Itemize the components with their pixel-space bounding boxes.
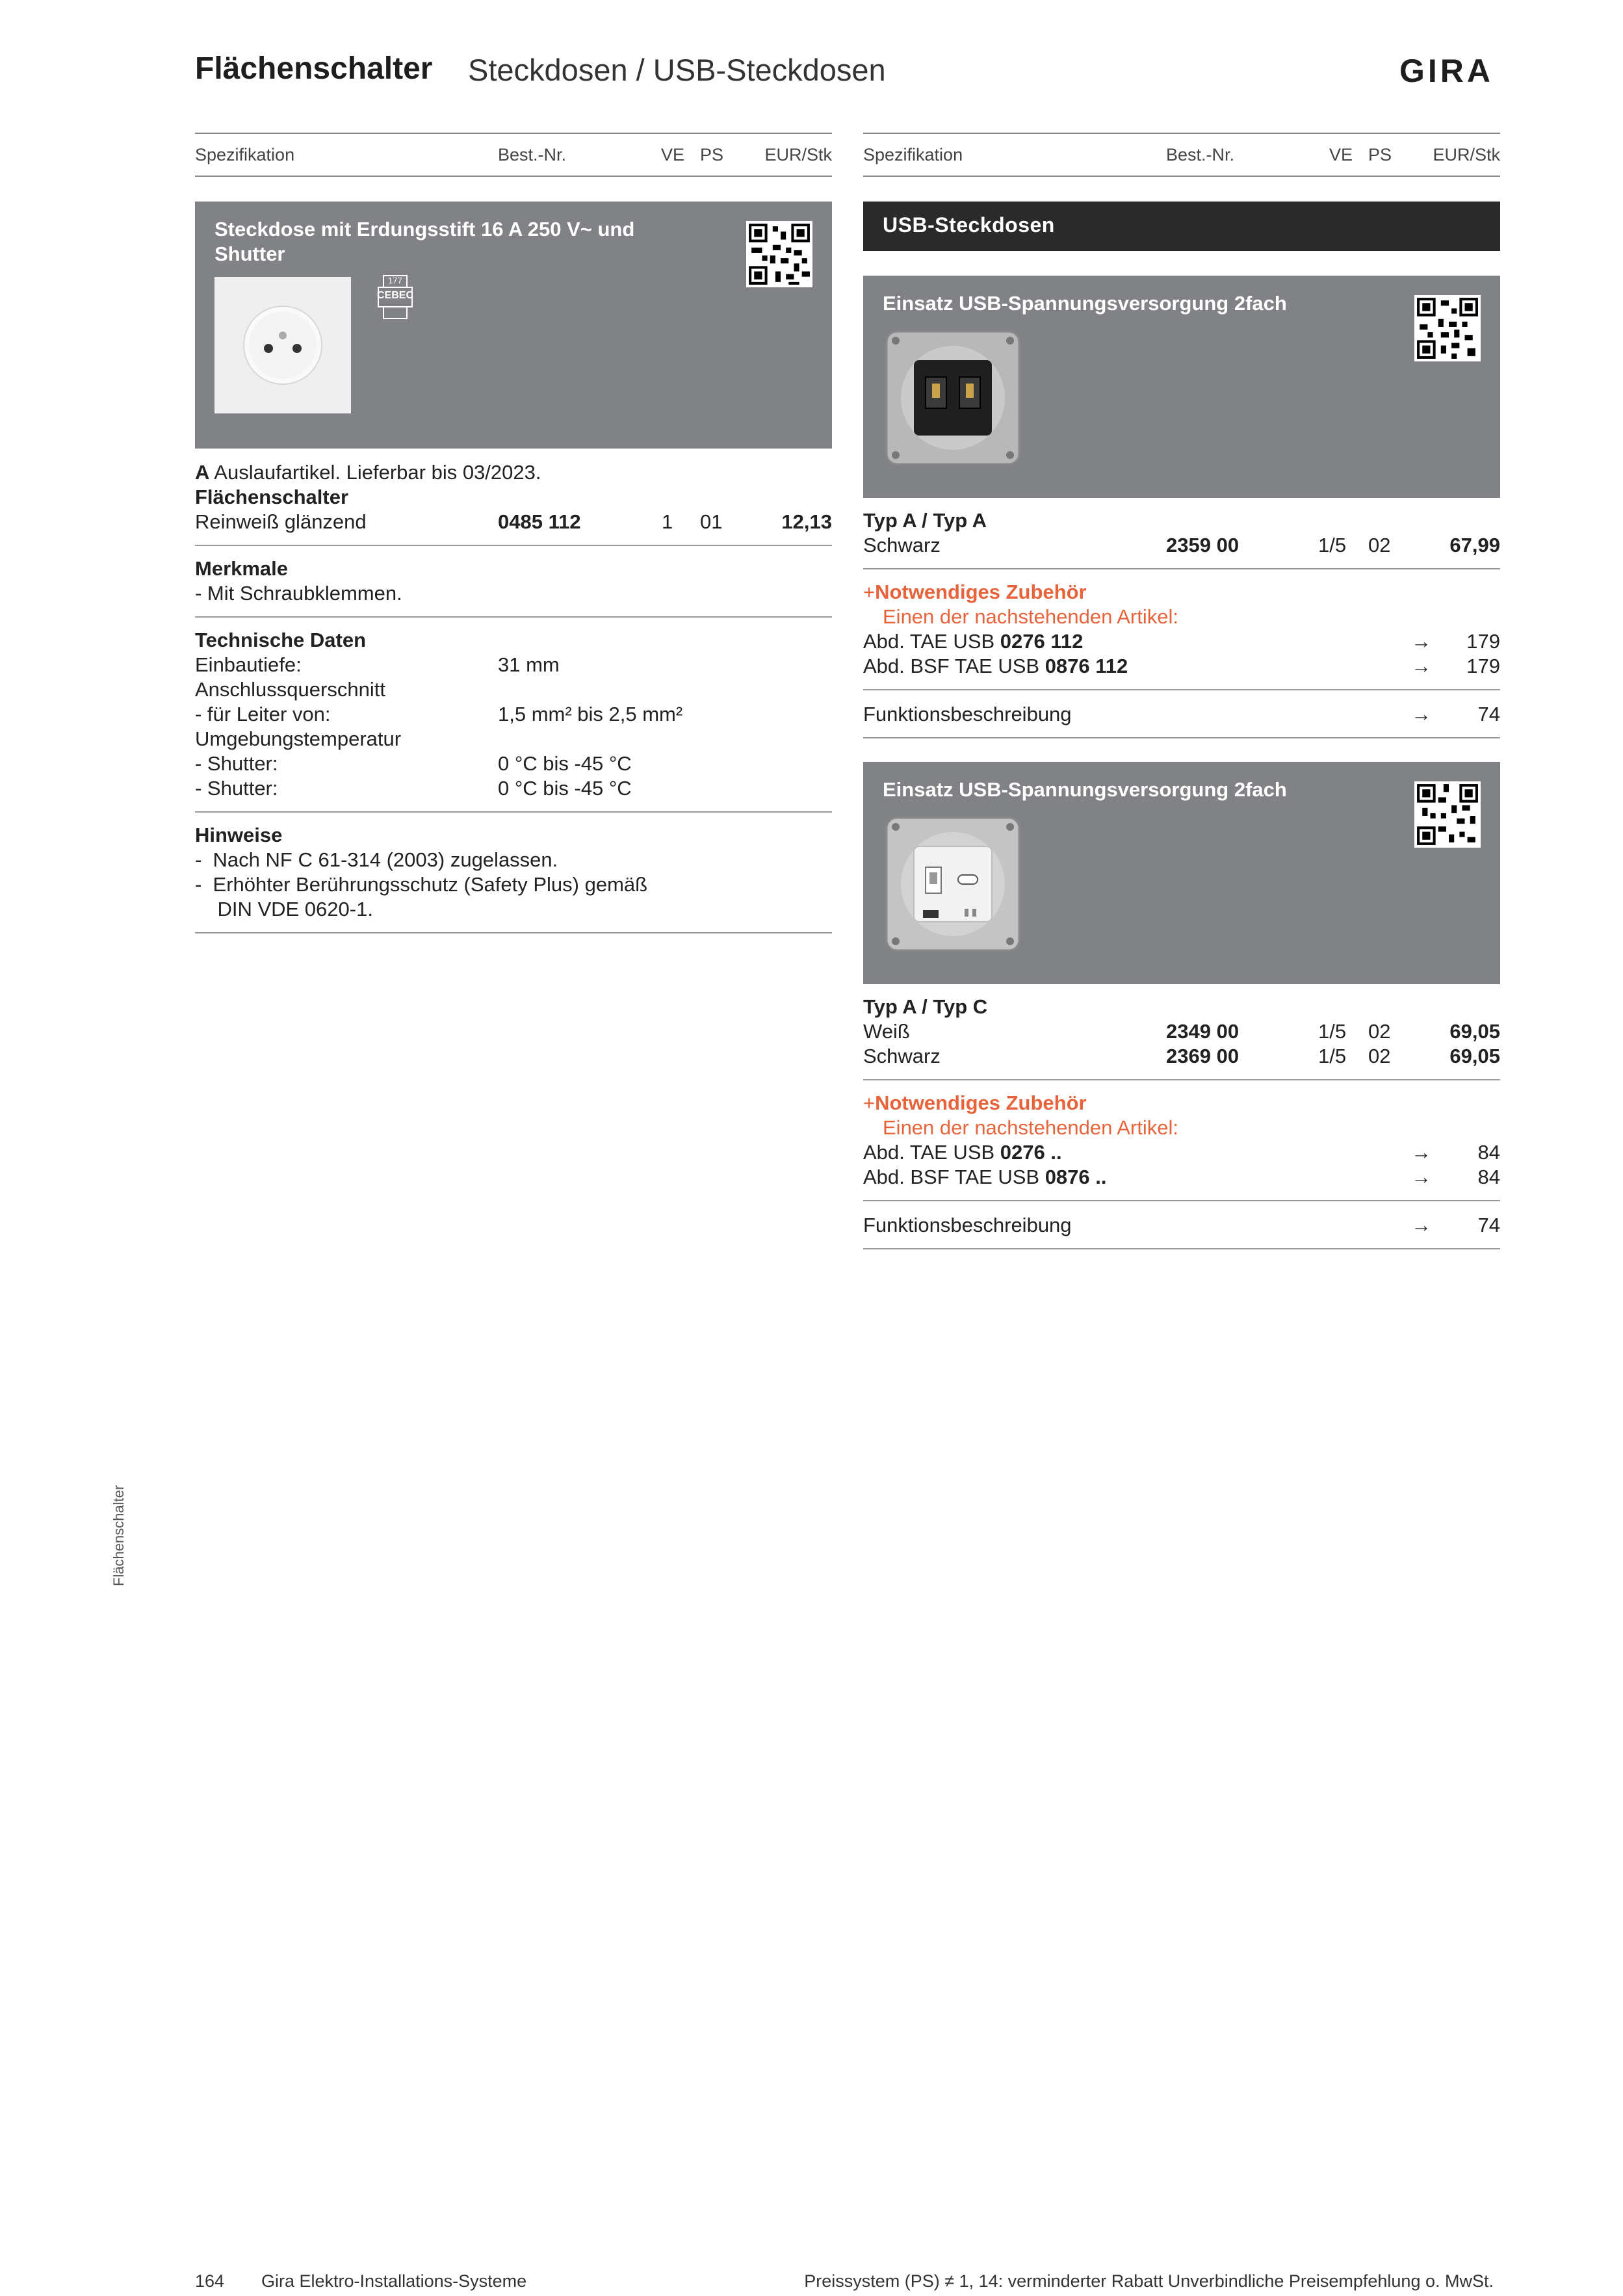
notice-row: [195, 460, 832, 485]
page-number: 164: [195, 2271, 225, 2291]
item-ps: 02: [1368, 534, 1391, 556]
tech-row: Umgebungstemperatur: [195, 727, 402, 750]
accessory-row[interactable]: Abd. TAE USB 0276 112 → 179: [863, 630, 1500, 653]
product1-list: [863, 508, 1500, 558]
col-ve: VE: [661, 145, 685, 164]
arrow-right-icon: →: [1411, 1166, 1431, 1188]
item-ve: 1/5: [1318, 1020, 1347, 1043]
side-section-label: Flächenschalter: [110, 1485, 127, 1586]
item-ve: 1: [662, 510, 673, 533]
hinweis-item: - Erhöhter Berührungsschutz (Safety Plus) gemäß: [195, 873, 648, 896]
usb-aa-insert-image: [881, 326, 1024, 469]
item-name: Reinweiß glänzend: [195, 510, 367, 533]
section-title: USB-Steckdosen: [883, 213, 1055, 237]
accessory-subtitle: Einen der nachstehenden Artikel:: [883, 1116, 1178, 1139]
usb-ac-insert-image: [881, 813, 1024, 956]
page-ref: 179: [1466, 630, 1500, 653]
item-price: 67,99: [1449, 534, 1500, 556]
function-label: Funktionsbeschreibung: [863, 1214, 1072, 1236]
accessory-row[interactable]: Abd. BSF TAE USB 0876 112 → 179: [863, 655, 1500, 677]
page-title: Flächenschalter: [195, 51, 433, 86]
qr-code-icon: [1414, 781, 1481, 848]
item-nr: 2369 00: [1166, 1045, 1240, 1067]
hinweis-item: DIN VDE 0620-1.: [195, 898, 373, 920]
item-name: Schwarz: [863, 534, 941, 556]
product-type: Typ A / Typ C: [863, 995, 988, 1018]
item-row: [195, 510, 832, 534]
column-header: [863, 133, 1500, 177]
notice-block: [195, 460, 832, 534]
group-label: Flächenschalter: [195, 486, 349, 508]
product-title: Steckdose mit Erdungsstift 16 A 250 V~ und Shutter: [214, 218, 635, 265]
col-eur: EUR/Stk: [764, 145, 832, 164]
qr-code-icon: [746, 221, 812, 287]
col-eur: EUR/Stk: [1433, 145, 1500, 164]
item-ps: 02: [1368, 1045, 1391, 1067]
product-title: Einsatz USB-Spannungsversorgung 2fach: [883, 778, 1287, 801]
function-description[interactable]: [863, 689, 1500, 738]
page-ref: 74: [1477, 703, 1500, 725]
col-ps: PS: [1368, 145, 1392, 164]
page-ref: 84: [1477, 1166, 1500, 1188]
tech-row: - für Leiter von: 1,5 mm² bis 2,5 mm²: [195, 703, 683, 725]
left-column: [195, 133, 832, 933]
col-spec: Spezifikation: [195, 145, 295, 164]
page-header: [195, 51, 1494, 96]
tech-row: - Shutter: 0 °C bis -45 °C: [195, 752, 632, 775]
col-spec: Spezifikation: [863, 145, 963, 164]
page-ref: 74: [1477, 1214, 1500, 1236]
publication-name: Gira Elektro-Installations-Systeme: [261, 2271, 527, 2291]
col-ps: PS: [700, 145, 724, 164]
item-price: 69,05: [1449, 1045, 1500, 1067]
hinweis-item: - Nach NF C 61-314 (2003) zugelassen.: [195, 848, 558, 871]
right-column: [863, 133, 1500, 1249]
merkmale-section: [195, 545, 832, 606]
tech-section: [195, 616, 832, 801]
price-note: Preissystem (PS) ≠ 1, 14: verminderter Rabatt Unverbindliche Preisempfehlung o. MwSt.: [804, 2271, 1494, 2291]
page-subtitle: Steckdosen / USB-Steckdosen: [468, 53, 886, 87]
hinweise-title: Hinweise: [195, 824, 283, 846]
accessory-subtitle: Einen der nachstehenden Artikel:: [883, 605, 1178, 628]
accessory-row[interactable]: Abd. BSF TAE USB 0876 .. → 84: [863, 1166, 1500, 1188]
cebec-number: 177: [388, 276, 402, 285]
merkmale-title: Merkmale: [195, 557, 289, 580]
tech-row: - Shutter: 0 °C bis -45 °C: [195, 777, 632, 800]
item-ps: 02: [1368, 1020, 1391, 1043]
cebec-label: CEBEC: [377, 290, 414, 301]
item-ve: 1/5: [1318, 534, 1347, 556]
plus-icon: +: [863, 1091, 876, 1114]
arrow-right-icon: →: [1411, 1214, 1431, 1236]
function-description[interactable]: [863, 1200, 1500, 1249]
merkmale-item: - Mit Schraubklemmen.: [195, 582, 402, 605]
accessory-title: +Notwendiges Zubehör: [863, 581, 1087, 603]
tech-title: Technische Daten: [195, 629, 367, 651]
brand-logo: GIRA: [1399, 53, 1494, 89]
plus-icon: +: [863, 581, 876, 603]
arrow-right-icon: →: [1411, 655, 1431, 677]
item-row: [863, 1019, 1500, 1044]
divider: [195, 932, 832, 933]
item-name: Weiß: [863, 1020, 910, 1043]
item-nr: 0485 112: [498, 510, 581, 533]
item-ve: 1/5: [1318, 1045, 1347, 1067]
page-ref: 84: [1477, 1141, 1500, 1164]
item-row: [863, 533, 1500, 558]
accessory-section: [863, 1079, 1500, 1190]
product2-list: [863, 995, 1500, 1069]
tech-row: Einbautiefe: 31 mm: [195, 653, 560, 676]
item-ps: 01: [700, 510, 723, 533]
qr-code-icon: [1414, 295, 1481, 361]
accessory-section: [863, 568, 1500, 679]
function-label: Funktionsbeschreibung: [863, 703, 1072, 725]
product-type: Typ A / Typ A: [863, 509, 987, 532]
accessory-title: +Notwendiges Zubehör: [863, 1091, 1087, 1114]
item-name: Schwarz: [863, 1045, 941, 1067]
product-box-usb-aa: [863, 276, 1500, 498]
item-row: [863, 1044, 1500, 1069]
col-nr: Best.-Nr.: [1166, 145, 1235, 164]
notice-letter: A: [195, 461, 210, 484]
accessory-row[interactable]: Abd. TAE USB 0276 .. → 84: [863, 1141, 1500, 1164]
socket-image: [214, 277, 351, 413]
page-ref: 179: [1466, 655, 1500, 677]
product-title: Einsatz USB-Spannungsversorgung 2fach: [883, 292, 1287, 315]
arrow-right-icon: →: [1411, 703, 1431, 725]
item-price: 12,13: [781, 510, 832, 533]
product-box-usb-ac: [863, 762, 1500, 984]
hinweise-section: [195, 811, 832, 922]
item-nr: 2349 00: [1166, 1020, 1240, 1043]
notice-text: Auslaufartikel. Lieferbar bis 03/2023.: [214, 461, 541, 484]
product-box-socket: [195, 202, 832, 449]
column-header: [195, 133, 832, 177]
section-header-usb: [863, 202, 1500, 251]
arrow-right-icon: →: [1411, 630, 1431, 653]
item-price: 69,05: [1449, 1020, 1500, 1043]
col-nr: Best.-Nr.: [498, 145, 567, 164]
col-ve: VE: [1329, 145, 1353, 164]
cebec-mark-icon: [377, 274, 413, 321]
item-nr: 2359 00: [1166, 534, 1240, 556]
tech-row: Anschlussquerschnitt: [195, 678, 385, 701]
arrow-right-icon: →: [1411, 1141, 1431, 1164]
